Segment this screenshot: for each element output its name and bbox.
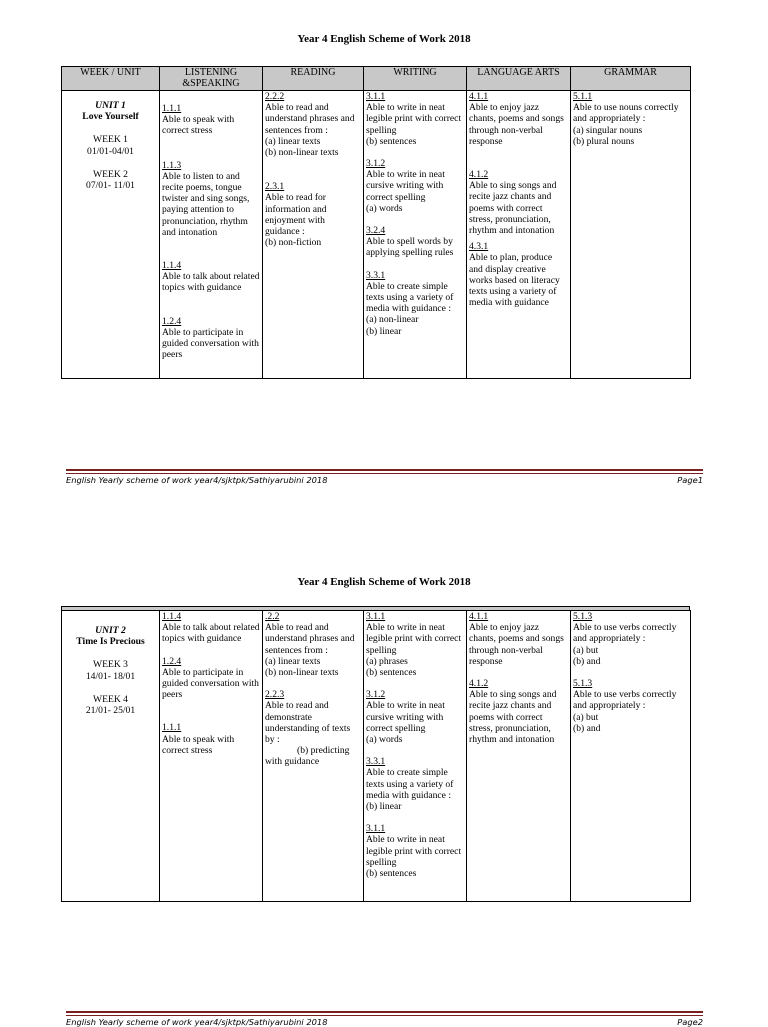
header-listening-speaking: LISTENING &SPEAKING	[160, 67, 263, 91]
page-footer	[66, 475, 703, 485]
standard-text: Able to talk about related topics with guidance	[162, 622, 260, 645]
writing-cell	[364, 91, 467, 379]
standard-code: 2.3.1	[265, 181, 285, 193]
standard-item	[469, 169, 568, 236]
writing-cell	[364, 611, 467, 902]
reading-cell	[263, 91, 364, 379]
standard-text: Able to write in neat legible print with correct spelling	[366, 102, 462, 136]
standard-text: Able to read for information and enjoyment with guidance :	[265, 192, 327, 238]
standard-text: Able to plan, produce and display creative works based on literacy texts using a variety of media with guidance	[469, 252, 560, 309]
sub-item: (b) sentences	[366, 868, 417, 880]
standard-code: 3.1.1	[366, 823, 386, 835]
standard-item	[366, 270, 464, 337]
standard-item	[366, 611, 464, 678]
standard-code: 1.2.4	[162, 655, 182, 667]
standard-text: Able to read and understand phrases and sentences from :	[265, 102, 355, 136]
week-label: WEEK 4	[93, 693, 128, 705]
standard-code: 5.1.1	[573, 91, 593, 102]
standard-code: 4.1.2	[469, 169, 489, 181]
standard-item	[366, 689, 464, 745]
standard-item	[265, 181, 361, 248]
table-header-row	[62, 67, 691, 91]
week-dates: 07/01- 11/01	[86, 180, 135, 192]
standard-text: Able to write in neat legible print with correct spelling	[366, 622, 462, 656]
sub-item: (b) and	[573, 655, 601, 667]
footer-text: English Yearly scheme of work year4/sjktpk/Sathiyarubini 2018	[66, 1017, 328, 1027]
standard-item	[265, 91, 361, 158]
standard-code: 3.1.2	[366, 158, 386, 170]
unit-number: UNIT 2	[95, 625, 126, 636]
unit-name: Time Is Precious	[76, 636, 145, 648]
week-label: WEEK 1	[93, 134, 128, 146]
standard-item	[366, 756, 464, 812]
standard-code: 4.1.2	[469, 678, 489, 690]
standard-text: Able to participate in guided conversation with peers	[162, 666, 259, 701]
standard-text: Able to use verbs correctly and appropriately :	[573, 689, 677, 712]
standard-text: Able to participate in guided conversation with peers	[162, 326, 259, 361]
standard-text: Able to speak with correct stress	[162, 733, 235, 756]
header-writing: WRITING	[364, 67, 467, 91]
week-unit-cell	[62, 91, 160, 379]
table-row	[62, 611, 691, 902]
header-reading: READING	[263, 67, 364, 91]
standard-text: Able to use nouns correctly and appropriately :	[573, 102, 679, 125]
standard-code: 5.1.3	[573, 611, 593, 622]
standard-text: Able to spell words by applying spelling rules	[366, 236, 454, 259]
grammar-cell	[571, 91, 691, 379]
standard-text: Able to speak with correct stress	[162, 114, 235, 137]
scheme-table-unit1	[61, 66, 691, 379]
listening-cell	[160, 611, 263, 902]
standard-code: .2.2	[265, 611, 280, 622]
week-label: WEEK 2	[93, 168, 128, 180]
standard-item	[573, 91, 688, 147]
language-arts-cell	[467, 91, 571, 379]
sub-item: (b) sentences	[366, 135, 417, 147]
grammar-cell	[571, 611, 691, 902]
footer-text: English Yearly scheme of work year4/sjktpk/Sathiyarubini 2018	[66, 475, 328, 485]
standard-text: Able to read and understand phrases and sentences from :	[265, 622, 355, 656]
sub-item: (b) plural nouns	[573, 135, 635, 147]
sub-item: (b) linear	[366, 325, 402, 337]
listening-cell	[160, 91, 263, 379]
page-title: Year 4 English Scheme of Work 2018	[297, 33, 471, 45]
standard-item	[162, 260, 260, 294]
footer-divider	[66, 1011, 703, 1013]
standard-code: 3.3.1	[366, 269, 386, 281]
footer-divider	[66, 469, 703, 471]
standard-code: 5.1.3	[573, 678, 593, 690]
week-dates: 21/01- 25/01	[85, 705, 136, 717]
standard-code: 1.1.1	[162, 722, 182, 734]
standard-item	[265, 611, 361, 678]
standard-item	[366, 225, 464, 259]
footer-divider	[66, 473, 703, 474]
standard-code: 1.2.4	[162, 315, 182, 327]
standard-code: 2.2.2	[265, 91, 285, 102]
standard-text: Able to read and demonstrate understanding of texts by :	[265, 700, 351, 746]
standard-code: 1.1.4	[162, 260, 182, 272]
standard-text: Able to use verbs correctly and appropriately :	[573, 622, 677, 645]
reading-cell	[263, 611, 364, 902]
sub-item: (b) and	[573, 722, 601, 734]
sub-item: (a) linear texts	[265, 655, 321, 667]
week-dates: 14/01- 18/01	[85, 670, 136, 682]
unit-number: UNIT 1	[95, 100, 126, 111]
standard-text: Able to listen to and recite poems, tongue twister and sing songs, paying attention to pronunciation, rhythm and intonation	[162, 170, 250, 238]
sub-item: (a) non-linear	[366, 314, 419, 326]
sub-item: with guidance	[265, 756, 320, 768]
standard-item	[162, 160, 260, 238]
standard-text: Able to create simple texts using a variety of media with guidance :	[366, 767, 454, 801]
standard-text: Able to talk about related topics with guidance	[162, 271, 260, 294]
standard-text: Able to enjoy jazz chants, poems and songs through non-verbal response	[469, 102, 564, 147]
header-week-unit: WEEK / UNIT	[62, 67, 160, 91]
standard-item	[469, 678, 568, 745]
standard-item	[366, 158, 464, 214]
standard-item	[366, 823, 464, 879]
sub-item: (a) phrases	[366, 655, 408, 667]
sub-item: (a) words	[366, 734, 403, 746]
standard-text: Able to enjoy jazz chants, poems and songs through non-verbal response	[469, 622, 564, 667]
standard-item	[162, 316, 260, 361]
sub-item: (a) singular nouns	[573, 124, 643, 136]
week-label: WEEK 3	[93, 659, 128, 671]
standard-text: Able to write in neat cursive writing with correct spelling	[366, 169, 445, 203]
standard-code: 2.2.3	[265, 689, 285, 701]
standard-text: Able to write in neat cursive writing with correct spelling	[366, 700, 445, 734]
sub-item: (b) non-fiction	[265, 237, 322, 249]
page-footer	[66, 1017, 703, 1027]
week-dates: 01/01-04/01	[87, 145, 134, 157]
sub-item: (a) but	[573, 711, 599, 723]
sub-item: (b) sentences	[366, 667, 417, 679]
standard-code: 4.1.1	[469, 91, 489, 102]
sub-item: (a) words	[366, 202, 403, 214]
standard-text: Able to sing songs and recite jazz chants and poems with correct stress, pronunciation, rhythm and intonation	[469, 689, 557, 746]
sub-item: (b) non-linear texts	[265, 147, 339, 159]
standard-text: Able to write in neat legible print with correct spelling	[366, 834, 462, 868]
sub-item: (b) linear	[366, 801, 402, 813]
standard-code: 3.3.1	[366, 756, 386, 768]
unit-name: Love Yourself	[82, 111, 139, 123]
standard-item	[265, 689, 361, 767]
standard-code: 1.1.3	[162, 159, 182, 171]
standard-item	[162, 103, 260, 137]
page-number: Page1	[677, 475, 703, 485]
week-unit-cell	[62, 611, 160, 902]
scheme-table-unit2	[61, 610, 691, 902]
standard-code: 4.1.1	[469, 611, 489, 622]
standard-item	[469, 611, 568, 667]
standard-code: 4.3.1	[469, 241, 489, 253]
standard-item	[162, 722, 260, 756]
standard-item	[573, 611, 688, 667]
standard-text: Able to create simple texts using a variety of media with guidance :	[366, 280, 454, 315]
standard-item	[469, 91, 568, 147]
standard-code: 1.1.1	[162, 103, 182, 114]
sub-item: (b) non-linear texts	[265, 667, 339, 679]
standard-item	[573, 678, 688, 734]
standard-item	[469, 241, 568, 308]
header-language-arts: LANGUAGE ARTS	[467, 67, 571, 91]
footer-divider	[66, 1015, 703, 1016]
page-number: Page2	[677, 1017, 703, 1027]
standard-code: 3.1.1	[366, 611, 386, 622]
standard-code: 3.1.1	[366, 91, 386, 102]
page-title: Year 4 English Scheme of Work 2018	[297, 576, 471, 588]
sub-item: (a) linear texts	[265, 135, 321, 147]
header-grammar: GRAMMAR	[571, 67, 691, 91]
standard-code: 3.2.4	[366, 225, 386, 237]
standard-code: 3.1.2	[366, 689, 386, 701]
sub-item: (a) but	[573, 644, 599, 656]
standard-item	[162, 656, 260, 701]
standard-text: Able to sing songs and recite jazz chants and poems with correct stress, pronunciation, rhythm and intonation	[469, 180, 557, 237]
sub-item: (b) predicting	[297, 745, 350, 757]
standard-item	[366, 91, 464, 147]
language-arts-cell	[467, 611, 571, 902]
standard-item	[162, 611, 260, 645]
standard-code: 1.1.4	[162, 611, 182, 622]
table-row	[62, 91, 691, 379]
